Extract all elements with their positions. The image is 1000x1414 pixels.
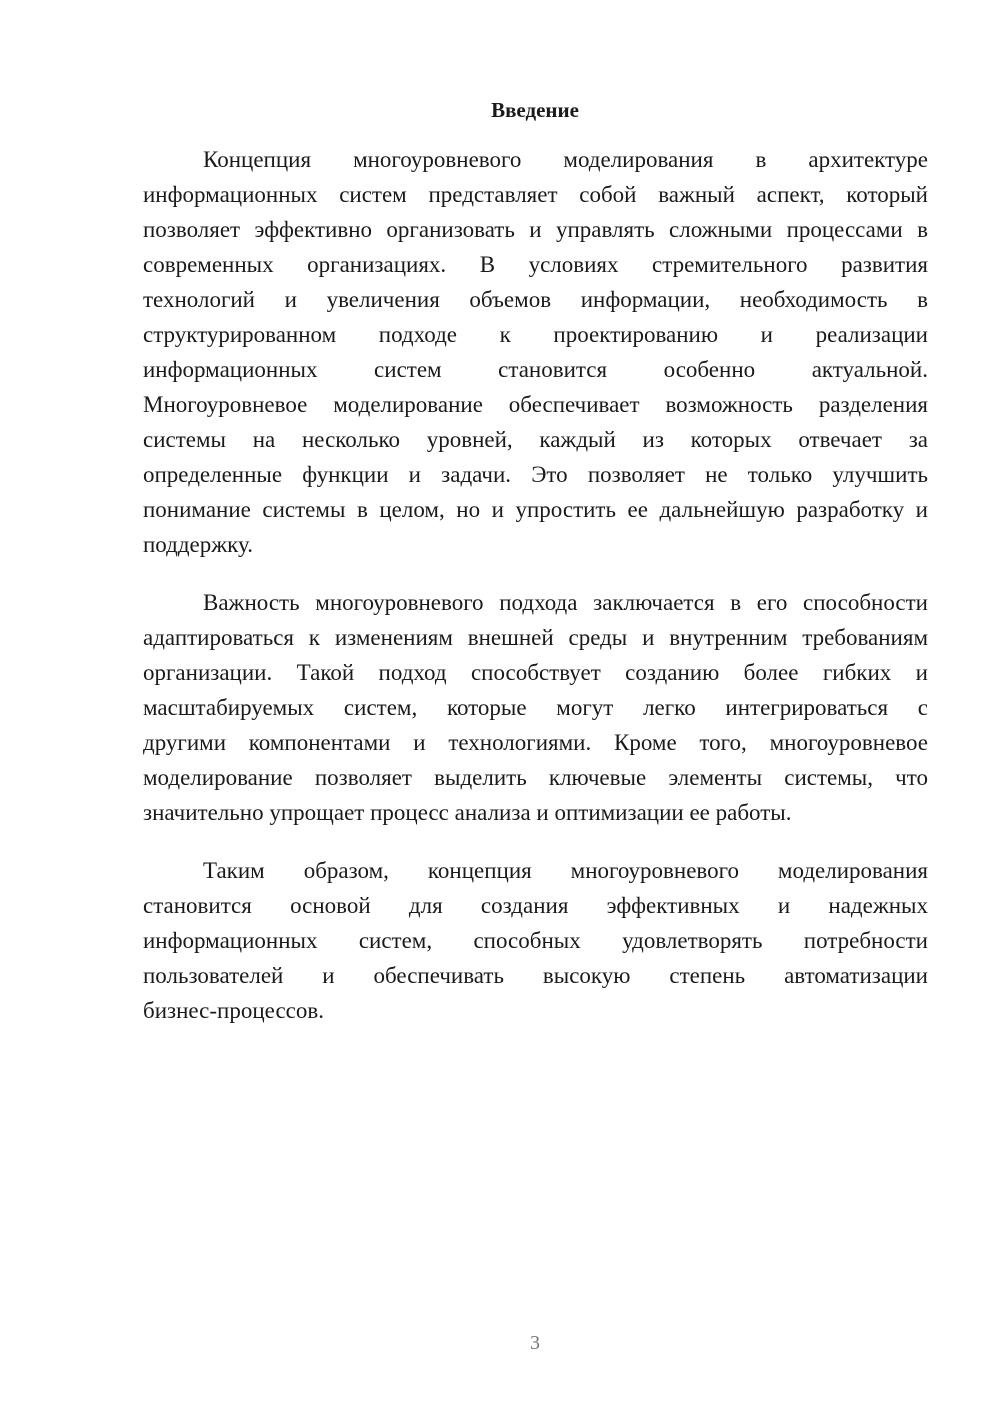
text-line: информационных систем становится особенно актуальной. — [143, 357, 928, 382]
text-line: организации. Такой подход способствует созданию более гибких и — [143, 660, 928, 685]
text-line: бизнес-процессов. — [143, 998, 324, 1023]
paragraph — [143, 853, 928, 1028]
text-line: моделирование позволяет выделить ключевые элементы системы, что — [143, 765, 928, 790]
text-line: структурированном подходе к проектированию и реализации — [143, 322, 928, 347]
text-line: значительно упрощает процесс анализа и оптимизации ее работы. — [143, 800, 792, 825]
text-line: становится основой для создания эффективных и надежных — [143, 893, 928, 918]
text-line: системы на несколько уровней, каждый из которых отвечает за — [143, 427, 928, 452]
text-line: Концепция многоуровневого моделирования в архитектуре — [203, 147, 928, 172]
section-heading: Введение — [491, 98, 579, 122]
page-number: 3 — [530, 1332, 540, 1354]
text-line: информационных систем, способных удовлетворять потребности — [143, 928, 928, 953]
text-line: технологий и увеличения объемов информации, необходимость в — [143, 287, 928, 312]
text-line: Многоуровневое моделирование обеспечивает возможность разделения — [143, 392, 928, 417]
text-line: адаптироваться к изменениям внешней среды и внутренним требованиям — [143, 625, 928, 650]
text-line: информационных систем представляет собой важный аспект, который — [143, 182, 928, 207]
text-line: Важность многоуровневого подхода заключается в его способности — [203, 590, 928, 615]
paragraph — [143, 585, 928, 830]
text-line: определенные функции и задачи. Это позволяет не только улучшить — [143, 462, 928, 487]
paragraph — [143, 142, 928, 562]
text-line: поддержку. — [143, 532, 253, 557]
text-line: понимание системы в целом, но и упростить ее дальнейшую разработку и — [143, 497, 928, 522]
text-line: современных организациях. В условиях стремительного развития — [143, 252, 928, 277]
text-line: пользователей и обеспечивать высокую степень автоматизации — [143, 963, 928, 988]
text-line: масштабируемых систем, которые могут легко интегрироваться с — [143, 695, 928, 720]
text-line: Таким образом, концепция многоуровневого моделирования — [203, 858, 928, 883]
text-line: позволяет эффективно организовать и управлять сложными процессами в — [143, 217, 928, 242]
text-line: другими компонентами и технологиями. Кроме того, многоуровневое — [143, 730, 928, 755]
